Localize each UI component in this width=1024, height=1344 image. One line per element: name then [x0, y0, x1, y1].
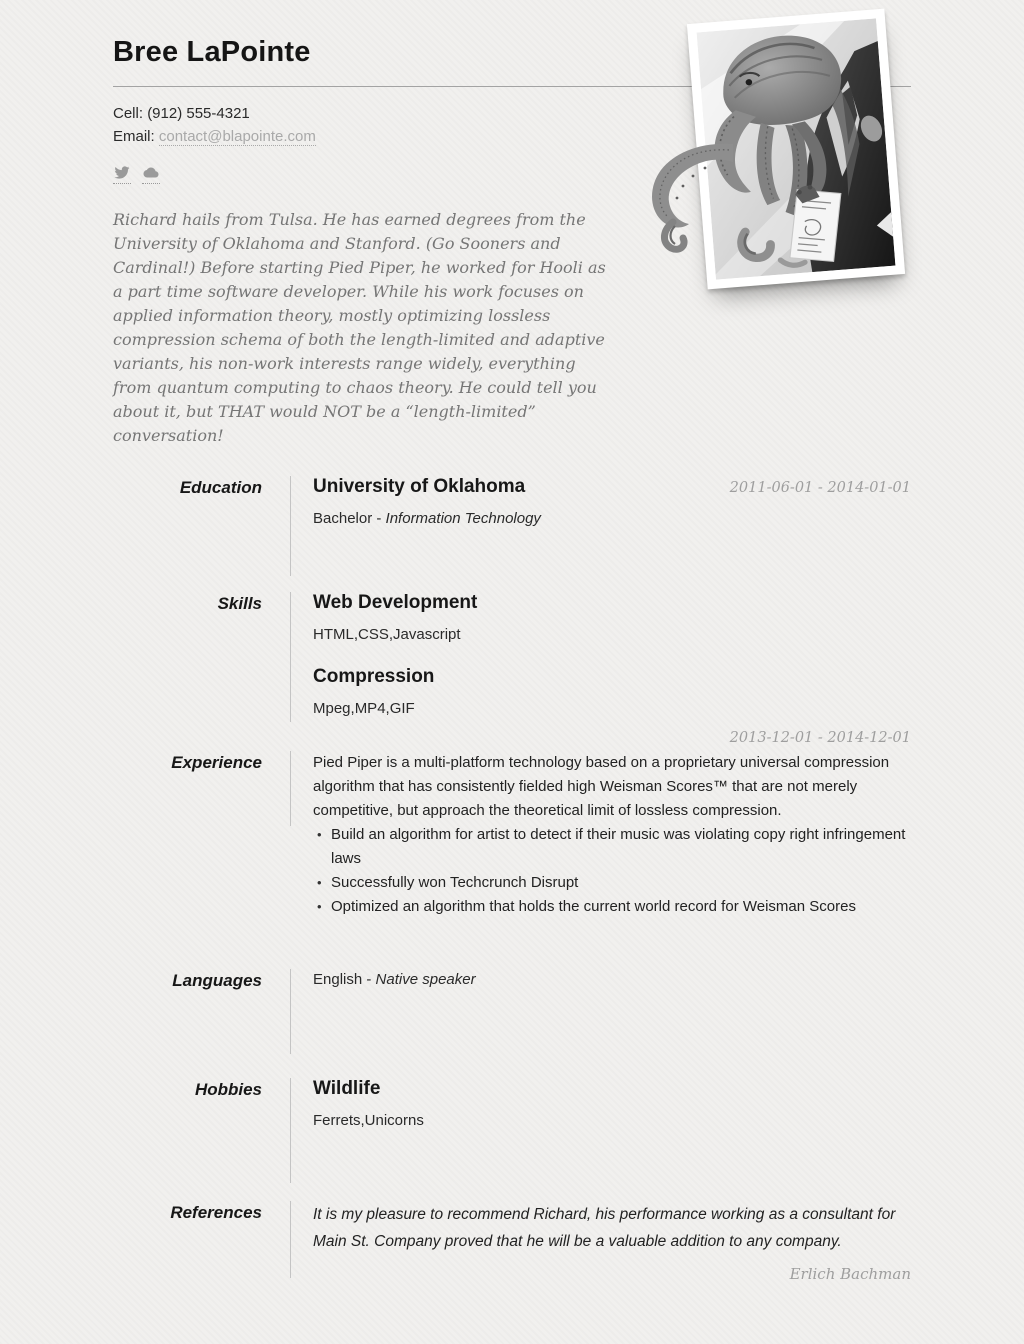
experience-highlights [313, 823, 911, 919]
hobby-keywords: Ferrets,Unicorns [313, 1112, 424, 1129]
experience-summary: Pied Piper is a multi-platform technology based on a proprietary universal compression algorithm that has consistently fielded high Weisman Scores™ that are not merely competitive, but approach the theoretical limit of lossless compression. [313, 754, 890, 819]
education-dates: 2011-06-01 - 2014-01-01 [729, 480, 911, 496]
section-divider [290, 751, 291, 826]
languages-label: Languages [172, 971, 262, 990]
cell-value: (912) 555-4321 [147, 105, 250, 122]
section-languages [113, 969, 911, 1054]
skill-item [313, 666, 911, 717]
experience-dates: 2013-12-01 - 2014-12-01 [729, 730, 911, 746]
skills-label: Skills [217, 594, 262, 613]
language-separator: - [362, 971, 376, 988]
page-title: Bree LaPointe [113, 36, 311, 68]
education-label: Education [179, 478, 262, 497]
email-label: Email: [113, 128, 155, 145]
skill-item [313, 592, 911, 643]
twitter-link[interactable] [113, 165, 131, 184]
skill-keywords: HTML,CSS,Javascript [313, 626, 461, 643]
hobbies-label: Hobbies [194, 1080, 262, 1099]
references-content [313, 1201, 911, 1283]
section-skills [113, 592, 911, 722]
section-education [113, 476, 911, 576]
institution-name: University of Oklahoma [313, 476, 526, 497]
skill-keywords: Mpeg,MP4,GIF [313, 700, 415, 717]
section-references [113, 1201, 911, 1283]
degree-separator: - [372, 510, 386, 527]
section-hobbies [113, 1078, 911, 1183]
hobby-name: Wildlife [313, 1078, 381, 1099]
section-divider [290, 1201, 291, 1278]
resume-sections [113, 476, 911, 1283]
cloud-icon [142, 165, 160, 180]
section-divider [290, 969, 291, 1054]
references-label: References [170, 1203, 262, 1222]
language-fluency: Native speaker [375, 971, 476, 988]
language-name: English [313, 971, 363, 988]
languages-content [313, 969, 911, 988]
education-content [313, 476, 911, 527]
highlight-item: • Optimized an algorithm that holds the current world record for Weisman Scores [313, 895, 911, 919]
highlight-item: • Build an algorithm for artist to detect if their music was violating copy right infringement laws [313, 823, 911, 871]
degree-line [313, 510, 911, 527]
reference-name: Erlich Bachman [789, 1265, 911, 1283]
language-line [313, 971, 911, 988]
reference-quote: It is my pleasure to recommend Richard, his performance working as a consultant for Main St. Company proved that he will be a valuable addition to any company. [313, 1206, 896, 1250]
skill-name: Compression [313, 666, 435, 687]
email-link[interactable]: contact@blapointe.com [158, 128, 316, 145]
hobbies-content [313, 1078, 911, 1129]
education-heading-row [313, 476, 911, 498]
study-area: Information Technology [385, 510, 541, 527]
twitter-icon [113, 165, 131, 180]
summary-paragraph: Richard hails from Tulsa. He has earned degrees from the University of Oklahoma and Stanford. (Go Sooners and Cardinal!) Before starting Pied Piper, he worked for Hooli as a part time software developer. While his work focuses on applied information theory, mostly optimizing lossless compression schema of both the length-limited and adaptive variants, his non-work interests range widely, everything from quantum computing to chaos theory. He could tell you about it, but THAT would NOT be a “length-limited” conversation! [113, 210, 606, 445]
tentacle-overflow-illustration [633, 136, 733, 258]
highlight-item: • Successfully won Techcrunch Disrupt [313, 871, 911, 895]
experience-label: Experience [171, 753, 262, 772]
section-experience-wrap [113, 730, 911, 919]
skill-name: Web Development [313, 592, 478, 613]
cell-label: Cell: [113, 105, 144, 122]
section-divider [290, 476, 291, 576]
cloud-link[interactable] [142, 165, 160, 184]
study-type: Bachelor [313, 510, 373, 527]
section-divider [290, 592, 291, 722]
section-experience [113, 751, 911, 919]
section-divider [290, 1078, 291, 1183]
skills-content [313, 592, 911, 717]
experience-content [313, 751, 911, 919]
